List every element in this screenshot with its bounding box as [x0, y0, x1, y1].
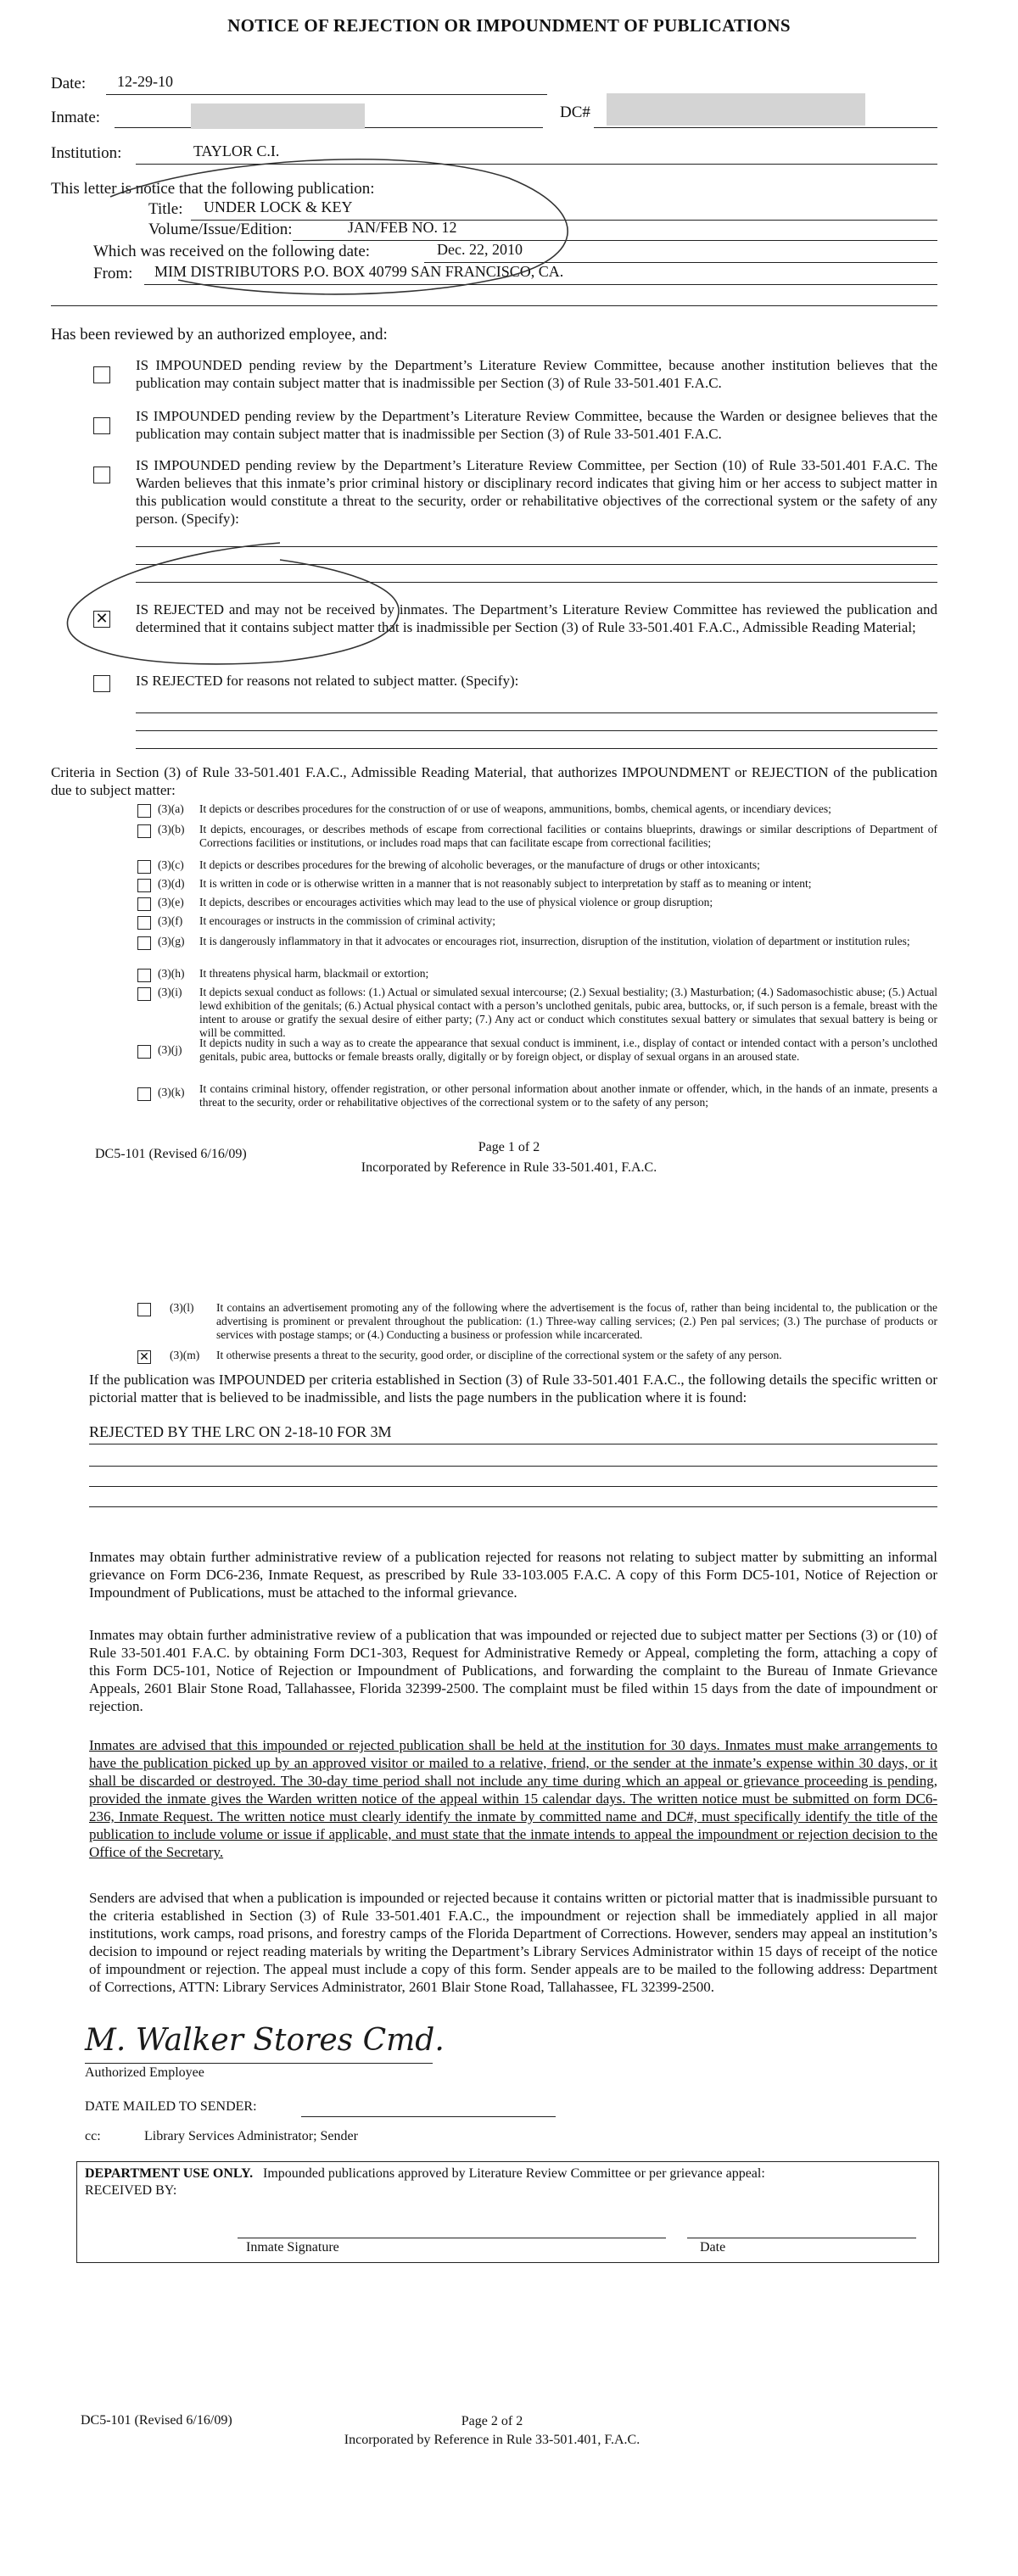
specify-line-2 — [136, 564, 937, 565]
paragraph-administrative-review: Inmates may obtain further administrative review of a publication that was impounded or rejected due to subject matter per Sections (3) or (10) of Rule 33-501.401 F.A.C. by obtaining Form DC1-303, Request for Administrative Remedy or Appeal, completing the form, attaching a copy of this Form DC5-101, Notice of Rejection or Impoundment of Publications, and forwarding the complaint to the Bureau of Inmate Grievance Appeals, 2601 Blair Stone Road, Tallahassee, Florida 32399-2500. The complaint must be filed within 15 days from the date of impoundment or rejection. — [89, 1627, 937, 1714]
criteria-3i-checkbox[interactable] — [137, 987, 151, 1001]
title-value: UNDER LOCK & KEY — [204, 198, 353, 215]
received-label: Which was received on the following date: — [93, 243, 371, 260]
criteria-3l-code: (3)(l) — [170, 1301, 194, 1314]
footer-2-page-number: Page 2 of 2 — [461, 2414, 523, 2428]
criteria-3h-text: It threatens physical harm, blackmail or extortion; — [199, 967, 429, 980]
criteria-3c-code: (3)(c) — [158, 858, 184, 871]
option-5-checkbox[interactable] — [93, 675, 110, 692]
criteria-3c-text: It depicts or describes procedures for the brewing of alcoholic beverages, or the manufacture of drugs or other intoxicants; — [199, 858, 760, 871]
received-by-label: RECEIVED BY: — [85, 2183, 177, 2198]
criteria-3i-text: It depicts sexual conduct as follows: (1.) Actual or simulated sexual intercourse; (2.) Sexual bestiality; (3.) Masturbation; (4.) Sadomasochistic abuse; (5.) Actual lewd exhibition of the genitals; (6.) Actual physical contact with a person’s unclothed genitals, pubic area, buttocks, or, if such person is a female, breast with the intent to arouse or gratify the sexual desire of either party; (7.) Any act or conduct which constitutes sexual battery or simulates that sexual battery is being or will be committed. — [199, 986, 937, 1039]
option-4-checkbox[interactable]: ✕ — [93, 611, 110, 628]
criteria-3e-text: It depicts, describes or encourages activities which may lead to the use of physical violence or group disruption; — [199, 896, 713, 908]
criteria-3c-checkbox[interactable] — [137, 860, 151, 874]
specify-line-3 — [136, 582, 937, 583]
footer-page-number: Page 1 of 2 — [478, 1140, 540, 1154]
department-use-text: Impounded publications approved by Literature Review Committee or per grievance appeal: — [263, 2166, 765, 2181]
inmate-label: Inmate: — [51, 109, 101, 126]
department-use-label: DEPARTMENT USE ONLY. — [85, 2166, 254, 2181]
criteria-3m-code: (3)(m) — [170, 1349, 200, 1361]
criteria-3j-checkbox[interactable] — [137, 1045, 151, 1059]
from-label: From: — [93, 265, 133, 282]
dc-number-line — [594, 127, 937, 128]
dept-date-label: Date — [700, 2240, 726, 2255]
specify-line-1 — [136, 546, 937, 547]
option-2-checkbox[interactable] — [93, 417, 110, 434]
criteria-3d-checkbox[interactable] — [137, 879, 151, 892]
volume-value: JAN/FEB NO. 12 — [348, 219, 457, 236]
page-2 — [0, 1255, 1018, 2576]
criteria-3g-code: (3)(g) — [158, 935, 185, 947]
reject-specify-line-3 — [136, 748, 937, 749]
paragraph-informal-grievance: Inmates may obtain further administrative review of a publication rejected for reasons not relating to subject matter by submitting an informal grievance on Form DC6-236, Inmate Request, as prescribed by Rule 33-103.005 F.A.C. A copy of this Form DC5-101, Notice of Rejection or Impoundment of Publications, must be attached to the informal grievance. — [89, 1549, 937, 1601]
criteria-3f-checkbox[interactable] — [137, 916, 151, 930]
details-line-4 — [89, 1506, 937, 1507]
title-label: Title: — [148, 200, 183, 218]
details-line-3 — [89, 1486, 937, 1487]
date-value: 12-29-10 — [117, 73, 173, 90]
option-1-checkbox[interactable] — [93, 366, 110, 383]
dc-number-redaction — [607, 93, 865, 126]
inmate-name-redaction — [191, 103, 365, 129]
paragraph-holding-period: Inmates are advised that this impounded or rejected publication shall be held at the institution for 30 days. Inmates must make arrangements to have the publication picked up by an approved visitor or mailed to a relative, friend, or the sender at the inmate’s expense within 30 days, or it shall be discarded or destroyed. The 30-day time period shall not include any time during which an appeal or grievance proceeding is pending, provided the inmate gives the Warden written notice of the appeal within 15 calendar days. The written notice must be submitted on form DC6-236, Inmate Request. The written notice must clearly identify the inmate by committed name and DC#, must specifically identify the title of the publication to include volume or issue if applicable, and must state that the inmate intends to appeal the impoundment or rejection decision to the Office of the Secretary. — [89, 1737, 937, 1860]
criteria-3l-text: It contains an advertisement promoting any of the following where the advertisement is the focus of, rather than being incidental to, the publication or the advertising is prominent or prevalent throughout the publication: (1.) Three-way calling services; (2.) Pen pal services; (3.) The purchase of products or services with postage stamps; or (4.) Conducting a business or profession while incarcerated. — [216, 1301, 937, 1341]
criteria-3b-checkbox[interactable] — [137, 824, 151, 838]
footer-incorporated: Incorporated by Reference in Rule 33-501.401, F.A.C. — [361, 1160, 657, 1175]
paragraph-senders-advised: Senders are advised that when a publication is impounded or rejected because it contains written or pictorial matter that is inadmissible pursuant to the criteria established in Section (3) of Rule 33-501.401 F.A.C., the impoundment or rejection shall be immediately applied in all major institutions, work camps, road prisons, and forestry camps of the Florida Department of Corrections. However, senders may appeal an institution’s decision to impound or reject reading materials by writing the Department’s Library Services Administrator within 15 days of receipt of the notice of impoundment or rejection. The appeal must include a copy of this form. Sender appeals are to be mailed to the following address: Department of Corrections, ATTN: Library Services Administrator, 2601 Blair Stone Road, Tallahassee, FL 32399-2500. — [89, 1890, 937, 1995]
criteria-3h-code: (3)(h) — [158, 967, 185, 980]
criteria-3g-checkbox[interactable] — [137, 936, 151, 950]
option-3-text: IS IMPOUNDED pending review by the Department’s Literature Review Committee, per Section (10) of Rule 33-501.401 F.A.C. The Warden believes that this inmate’s prior criminal history or disciplinary record indicates that giving him or her access to subject matter in this publication would constitute a threat to the security, order or rehabilitative objectives of the correctional system or the safety of any person. (Specify): — [136, 457, 937, 527]
received-value: Dec. 22, 2010 — [437, 241, 523, 258]
criteria-3m-checkbox[interactable]: ✕ — [137, 1350, 151, 1364]
option-5-text: IS REJECTED for reasons not related to subject matter. (Specify): — [136, 673, 519, 689]
date-mailed-label: DATE MAILED TO SENDER: — [85, 2099, 257, 2114]
page-1 — [0, 0, 1018, 1221]
criteria-intro: Criteria in Section (3) of Rule 33-501.401 F.A.C., Admissible Reading Material, that authorizes IMPOUNDMENT or REJECTION of the publication due to subject matter: — [51, 764, 937, 798]
from-line — [144, 284, 937, 285]
institution-value: TAYLOR C.I. — [193, 142, 280, 159]
criteria-3i-code: (3)(i) — [158, 986, 182, 998]
criteria-3k-checkbox[interactable] — [137, 1087, 151, 1101]
authorized-employee-label: Authorized Employee — [85, 2065, 204, 2080]
cc-label: cc: — [85, 2129, 101, 2143]
option-1-text: IS IMPOUNDED pending review by the Department’s Literature Review Committee, because another institution believes that the publication may contain subject matter that is inadmissible per Section (3) of Rule 33-501.401 F.A.C. — [136, 357, 937, 391]
reject-specify-line-1 — [136, 712, 937, 713]
criteria-3b-code: (3)(b) — [158, 823, 185, 835]
criteria-3l-checkbox[interactable] — [137, 1303, 151, 1316]
cc-value: Library Services Administrator; Sender — [144, 2129, 358, 2143]
criteria-3a-checkbox[interactable] — [137, 804, 151, 818]
criteria-3m-text: It otherwise presents a threat to the security, good order, or discipline of the correctional system or the safety of any person. — [216, 1349, 782, 1361]
details-line-2 — [89, 1466, 937, 1467]
criteria-3k-text: It contains criminal history, offender registration, or other personal information about another inmate or offender, which, in the hands of an inmate, presents a threat to the security, order or rehabilitative objectives of the correctional system or to the safety of any person; — [199, 1082, 937, 1109]
criteria-3k-code: (3)(k) — [158, 1086, 185, 1098]
title-line — [191, 220, 937, 221]
date-mailed-line — [301, 2116, 556, 2117]
signature-line — [85, 2063, 433, 2064]
criteria-3j-code: (3)(j) — [158, 1043, 182, 1056]
criteria-3f-text: It encourages or instructs in the commission of criminal activity; — [199, 914, 496, 927]
reviewed-text: Has been reviewed by an authorized employee, and: — [51, 326, 388, 344]
date-line — [106, 94, 547, 95]
impounded-details-text: If the publication was IMPOUNDED per criteria established in Section (3) of Rule 33-501.401 F.A.C., the following details the specific written or pictorial matter that is believed to be inadmissible, and lists the page numbers in the publication where it is found: — [89, 1372, 937, 1405]
criteria-3b-text: It depicts, encourages, or describes methods of escape from correctional facilities or contains blueprints, drawings or similar descriptions of Department of Corrections facilities or institutions, or includes road maps that can facilitate escape from correctional facilities; — [199, 823, 937, 849]
inmate-signature-label: Inmate Signature — [246, 2240, 339, 2255]
notice-text: This letter is notice that the following publication: — [51, 180, 375, 198]
dc-number-label: DC# — [560, 103, 590, 121]
reject-specify-line-2 — [136, 730, 937, 731]
from-value: MIM DISTRIBUTORS P.O. BOX 40799 SAN FRANCISCO, CA. — [154, 263, 564, 280]
criteria-3d-text: It is written in code or is otherwise written in a manner that is not reasonably subject to interpretation by staff as to meaning or intent; — [199, 877, 812, 890]
date-label: Date: — [51, 75, 87, 92]
criteria-3d-code: (3)(d) — [158, 877, 185, 890]
from-line-2 — [51, 305, 937, 306]
option-4-text: IS REJECTED and may not be received by inmates. The Department’s Literature Review Committee has reviewed the publication and determined that it contains subject matter that is inadmissible per Section (3) of Rule 33-501.401 F.A.C., Admissible Reading Material; — [136, 601, 937, 635]
volume-label: Volume/Issue/Edition: — [148, 221, 293, 238]
criteria-3e-code: (3)(e) — [158, 896, 184, 908]
criteria-3f-code: (3)(f) — [158, 914, 183, 927]
footer-2-incorporated: Incorporated by Reference in Rule 33-501.401, F.A.C. — [344, 2433, 640, 2447]
volume-line — [293, 240, 937, 241]
criteria-3e-checkbox[interactable] — [137, 897, 151, 911]
option-3-checkbox[interactable] — [93, 467, 110, 483]
criteria-3g-text: It is dangerously inflammatory in that it advocates or encourages riot, insurrection, disruption of the institution, violation of department or institution rules; — [199, 935, 910, 947]
authorized-signature: M. Walker Stores Cmd. — [85, 2023, 445, 2058]
footer-2-form-number: DC5-101 (Revised 6/16/09) — [81, 2413, 232, 2428]
criteria-3a-text: It depicts or describes procedures for the construction of or use of weapons, ammunitions, bombs, chemical agents, or incendiary devices; — [199, 802, 831, 815]
criteria-3h-checkbox[interactable] — [137, 969, 151, 982]
criteria-3j-text: It depicts nudity in such a way as to create the appearance that sexual conduct is imminent, i.e., display of contact or intended contact with a person’s unclothed genitals, pubic area, buttocks or female breasts orally, digitally or by foreign object, or display of sexual organs in an aroused state. — [199, 1037, 937, 1063]
footer-form-number: DC5-101 (Revised 6/16/09) — [95, 1147, 247, 1161]
institution-line — [136, 164, 937, 165]
option-2-text: IS IMPOUNDED pending review by the Department’s Literature Review Committee, because the Warden or designee believes that the publication may contain subject matter that is inadmissible per Section (3) of Rule 33-501.401 F.A.C. — [136, 408, 937, 442]
institution-label: Institution: — [51, 144, 122, 162]
criteria-3a-code: (3)(a) — [158, 802, 184, 815]
document-title: NOTICE OF REJECTION OR IMPOUNDMENT OF PUBLICATIONS — [227, 15, 791, 36]
impounded-details-value: REJECTED BY THE LRC ON 2-18-10 FOR 3M — [89, 1423, 392, 1440]
